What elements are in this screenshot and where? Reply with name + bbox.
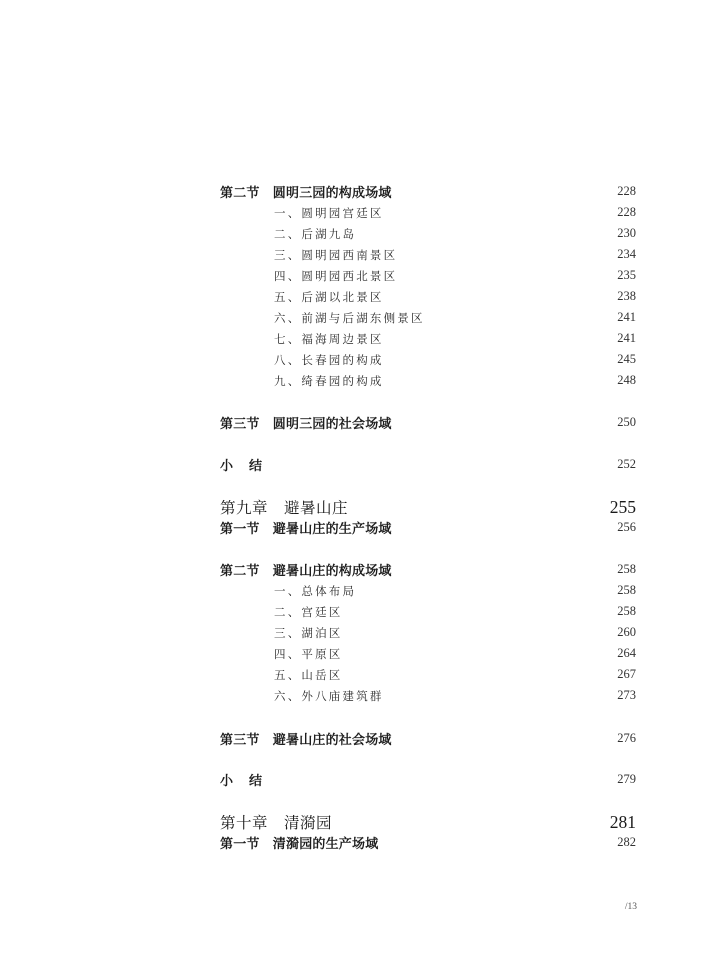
toc-item-row[interactable] (220, 328, 636, 349)
toc-page-number: 258 (617, 583, 636, 597)
page-footer-marker: /13 (624, 902, 637, 912)
toc-entry-label: 九、绮春园的构成 (274, 373, 384, 388)
toc-item-row[interactable] (220, 622, 636, 643)
toc-item-row[interactable] (220, 202, 636, 223)
toc-page-number: 281 (609, 811, 636, 832)
toc-item-row[interactable] (220, 307, 636, 328)
toc-page-number: 273 (617, 688, 636, 702)
toc-entry-label: 二、宫廷区 (274, 604, 343, 619)
toc-entry-label: 小结 (220, 459, 279, 474)
toc-page-number: 258 (617, 604, 636, 618)
toc-entry-label: 八、长春园的构成 (274, 352, 384, 367)
toc-section-row[interactable] (220, 412, 636, 433)
toc-item-row[interactable] (220, 664, 636, 685)
toc-item-row[interactable] (220, 643, 636, 664)
toc-page-number: 248 (617, 373, 636, 387)
toc-page-number: 276 (617, 731, 636, 745)
toc-section-row[interactable] (220, 728, 636, 749)
toc-page-number: 279 (617, 772, 636, 786)
toc-item-row[interactable] (220, 265, 636, 286)
toc-page-number: 282 (617, 835, 636, 849)
toc-summary-row[interactable] (220, 769, 636, 790)
toc-page-number: 230 (617, 226, 636, 240)
toc-item-row[interactable] (220, 580, 636, 601)
toc-entry-label: 第一节 清漪园的生产场域 (220, 837, 379, 852)
toc-section-row[interactable] (220, 832, 636, 853)
toc-page-number: 267 (617, 667, 636, 681)
toc-page-number: 228 (617, 205, 636, 219)
toc-entry-label: 三、湖泊区 (274, 625, 343, 640)
toc-page-number: 234 (617, 247, 636, 261)
toc-entry-label: 六、前湖与后湖东侧景区 (274, 310, 425, 325)
toc-page-number: 252 (617, 457, 636, 471)
toc-item-row[interactable] (220, 223, 636, 244)
toc-entry-label: 五、山岳区 (274, 667, 343, 682)
toc-item-row[interactable] (220, 286, 636, 307)
toc-page-number: 264 (617, 646, 636, 660)
toc-entry-label: 第三节 避暑山庄的社会场域 (220, 733, 392, 748)
toc-section-row[interactable] (220, 559, 636, 580)
toc-entry-label: 第三节 圆明三园的社会场域 (220, 417, 392, 432)
toc-summary-row[interactable] (220, 454, 636, 475)
toc-section-row[interactable] (220, 517, 636, 538)
toc-entry-label: 二、后湖九岛 (274, 226, 357, 241)
toc-page-number: 245 (617, 352, 636, 366)
toc-page-number: 255 (609, 496, 636, 517)
toc-entry-label: 七、福海周边景区 (274, 331, 384, 346)
toc-section-row[interactable] (220, 181, 636, 202)
toc-chapter-title: 第十章 清漪园 (220, 814, 333, 832)
toc-item-row[interactable] (220, 370, 636, 391)
toc-chapter-title: 第九章 避暑山庄 (220, 499, 349, 517)
toc-page-number: 238 (617, 289, 636, 303)
toc-page-number: 260 (617, 625, 636, 639)
toc-page-number: 241 (617, 310, 636, 324)
toc-item-row[interactable] (220, 349, 636, 370)
toc-item-row[interactable] (220, 685, 636, 706)
toc-entry-label: 一、总体布局 (274, 583, 357, 598)
toc-page-number: 228 (617, 184, 636, 198)
toc-entry-label: 小结 (220, 774, 279, 789)
toc-entry-label: 一、圆明园宫廷区 (274, 205, 384, 220)
toc-entry-label: 四、平原区 (274, 646, 343, 661)
toc-page-number: 256 (617, 520, 636, 534)
toc-chapter-row[interactable] (220, 495, 636, 519)
toc-entry-label: 第一节 避暑山庄的生产场域 (220, 522, 392, 537)
toc-item-row[interactable] (220, 244, 636, 265)
toc-page-number: 258 (617, 562, 636, 576)
toc-page-number: 235 (617, 268, 636, 282)
toc-page-number: 241 (617, 331, 636, 345)
toc-entry-label: 五、后湖以北景区 (274, 289, 384, 304)
toc-chapter-row[interactable] (220, 810, 636, 834)
toc-page-number: 250 (617, 415, 636, 429)
toc-entry-label: 六、外八庙建筑群 (274, 688, 384, 703)
toc-entry-label: 三、圆明园西南景区 (274, 247, 398, 262)
toc-entry-label: 第二节 避暑山庄的构成场域 (220, 564, 392, 579)
toc-entry-label: 四、圆明园西北景区 (274, 268, 398, 283)
toc-item-row[interactable] (220, 601, 636, 622)
toc-entry-label: 第二节 圆明三园的构成场域 (220, 186, 392, 201)
